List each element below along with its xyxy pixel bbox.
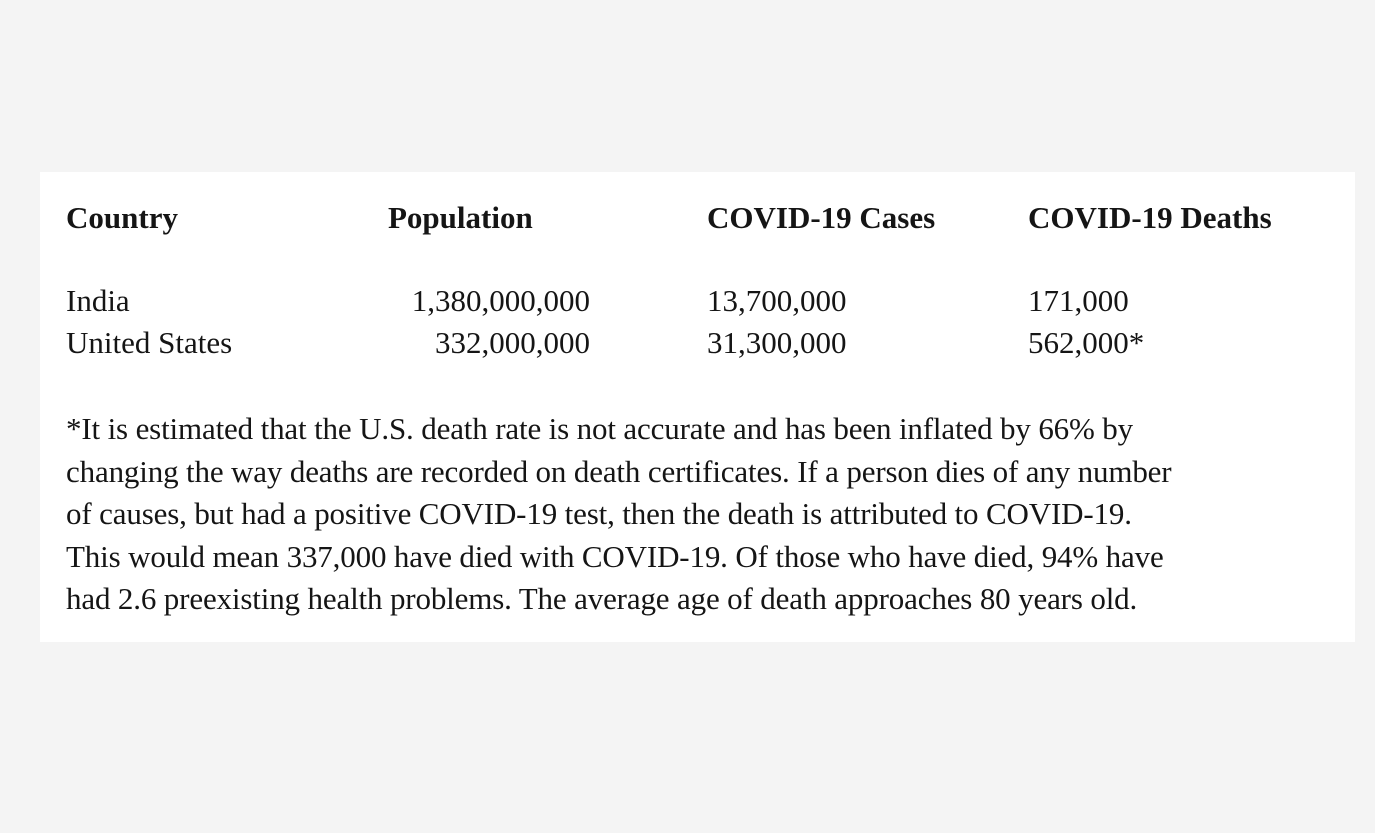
header-country: Country [66, 200, 178, 235]
cell-deaths: 562,000* [1028, 325, 1145, 360]
table-row [66, 322, 1336, 364]
header-cases: COVID-19 Cases [707, 200, 936, 235]
cell-population: 1,380,000,000 [411, 283, 590, 318]
cell-deaths: 171,000 [1028, 283, 1129, 318]
cell-cases: 31,300,000 [707, 325, 847, 360]
header-population: Population [388, 200, 533, 235]
footnote-line: of causes, but had a positive COVID-19 test, then the death is attributed to COVID-19. [66, 496, 1132, 531]
document-panel [40, 172, 1355, 642]
death-rate-footnote [66, 408, 1356, 621]
footnote-line: This would mean 337,000 have died with COVID-19. Of those who have died, 94% have [66, 538, 1164, 574]
cell-country: India [66, 283, 130, 318]
cell-population: 332,000,000 [435, 325, 590, 360]
table-row [66, 280, 1336, 322]
covid-stats-table [66, 196, 1336, 364]
footnote-line: *It is estimated that the U.S. death rate is not accurate and has been inflated by 66% by [66, 411, 1134, 446]
cell-country: United States [66, 325, 233, 360]
table-body [66, 280, 1336, 364]
footnote-line: changing the way deaths are recorded on death certificates. If a person dies of any number [66, 453, 1172, 489]
header-deaths: COVID-19 Deaths [1028, 200, 1272, 235]
cell-cases: 13,700,000 [707, 283, 847, 318]
footnote-line: had 2.6 preexisting health problems. The average age of death approaches 80 years old. [66, 581, 1138, 616]
table-header-row [66, 196, 1336, 244]
